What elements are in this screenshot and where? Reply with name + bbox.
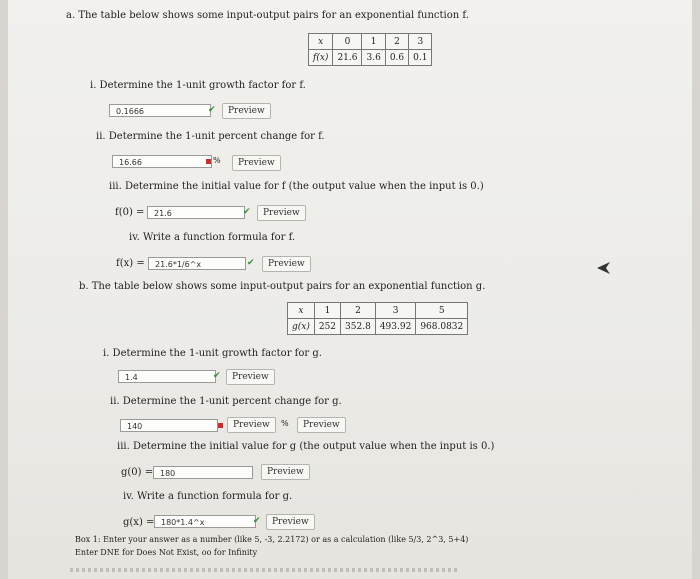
preview-button[interactable]: Preview (266, 514, 315, 530)
initial-value-g-input[interactable]: 180 (153, 466, 253, 479)
table-cell: 1 (362, 34, 385, 50)
percent-unit: % (213, 156, 221, 165)
preview-button[interactable]: Preview (226, 369, 275, 385)
preview-button[interactable]: Preview (257, 205, 306, 221)
growth-factor-g-input[interactable]: 1.4 (118, 370, 216, 383)
table-cell: 21.6 (333, 50, 362, 66)
input-instructions-note: Enter DNE for Does Not Exist, oo for Infinity (75, 548, 258, 557)
question-label: iii. Determine the initial value for f (the output value when the input is 0.) (109, 181, 484, 192)
table-cell: 0 (333, 34, 362, 50)
table-cell: 3.6 (362, 50, 385, 66)
table-cell: 1 (314, 303, 340, 319)
incorrect-square-icon (206, 159, 211, 164)
preview-button[interactable]: Preview (222, 103, 271, 119)
table-cell: 252 (314, 319, 340, 335)
equation-lhs: f(x) = (116, 258, 145, 269)
function-g-table (287, 302, 468, 335)
table-cell: 3 (375, 303, 416, 319)
percent-change-g-input[interactable]: 140 (120, 419, 218, 432)
percent-change-f-input[interactable]: 16.66 (112, 155, 212, 168)
equation-lhs: g(x) = (123, 517, 155, 528)
question-label: iii. Determine the initial value for g (the output value when the input is 0.) (117, 441, 495, 452)
correct-check-icon: ✔ (208, 105, 216, 115)
growth-factor-f-input[interactable]: 0.1666 (109, 104, 211, 117)
equation-lhs: f(0) = (115, 207, 145, 218)
table-cell: f(x) (309, 50, 333, 66)
preview-button[interactable]: Preview (297, 417, 346, 433)
correct-check-icon: ✔ (243, 207, 251, 217)
cut-off-text (70, 568, 460, 572)
formula-f-input[interactable]: 21.6*1/6^x (148, 257, 246, 270)
table-cell: 3 (409, 34, 432, 50)
table-cell: x (309, 34, 333, 50)
table-cell: x (288, 303, 315, 319)
table-cell: 5 (416, 303, 468, 319)
question-label: i. Determine the 1-unit growth factor for f. (90, 80, 306, 91)
question-label: iv. Write a function formula for f. (129, 232, 296, 243)
percent-unit: % (281, 419, 289, 428)
table-cell: 352.8 (341, 319, 376, 335)
correct-check-icon: ✔ (247, 258, 255, 268)
question-label: i. Determine the 1-unit growth factor for g. (103, 348, 322, 359)
part-b-heading: b. The table below shows some input-output pairs for an exponential function g. (79, 281, 486, 292)
table-cell: g(x) (288, 319, 315, 335)
function-f-table (308, 33, 432, 66)
question-label: ii. Determine the 1-unit percent change for f. (96, 131, 325, 142)
question-label: ii. Determine the 1-unit percent change for g. (110, 396, 342, 407)
preview-button[interactable]: Preview (262, 256, 311, 272)
preview-button[interactable]: Preview (232, 155, 281, 171)
table-cell: 2 (341, 303, 376, 319)
incorrect-square-icon (218, 423, 223, 428)
preview-button[interactable]: Preview (261, 464, 310, 480)
table-cell: 2 (385, 34, 408, 50)
equation-lhs: g(0) = (121, 467, 154, 478)
part-a-heading: a. The table below shows some input-output pairs for an exponential function f. (66, 10, 469, 21)
table-cell: 493.92 (375, 319, 416, 335)
preview-button[interactable]: Preview (227, 417, 276, 433)
question-label: iv. Write a function formula for g. (123, 491, 293, 502)
input-instructions: Box 1: Enter your answer as a number (like 5, -3, 2.2172) or as a calculation (like 5/3, 2^3, 5+4) (75, 535, 469, 544)
table-cell: 0.6 (385, 50, 408, 66)
mouse-cursor-icon (597, 262, 611, 274)
correct-check-icon: ✔ (213, 371, 221, 381)
table-cell: 0.1 (409, 50, 432, 66)
initial-value-f-input[interactable]: 21.6 (147, 206, 245, 219)
formula-g-input[interactable]: 180*1.4^x (154, 515, 256, 528)
table-cell: 968.0832 (416, 319, 468, 335)
correct-check-icon: ✔ (253, 516, 261, 526)
